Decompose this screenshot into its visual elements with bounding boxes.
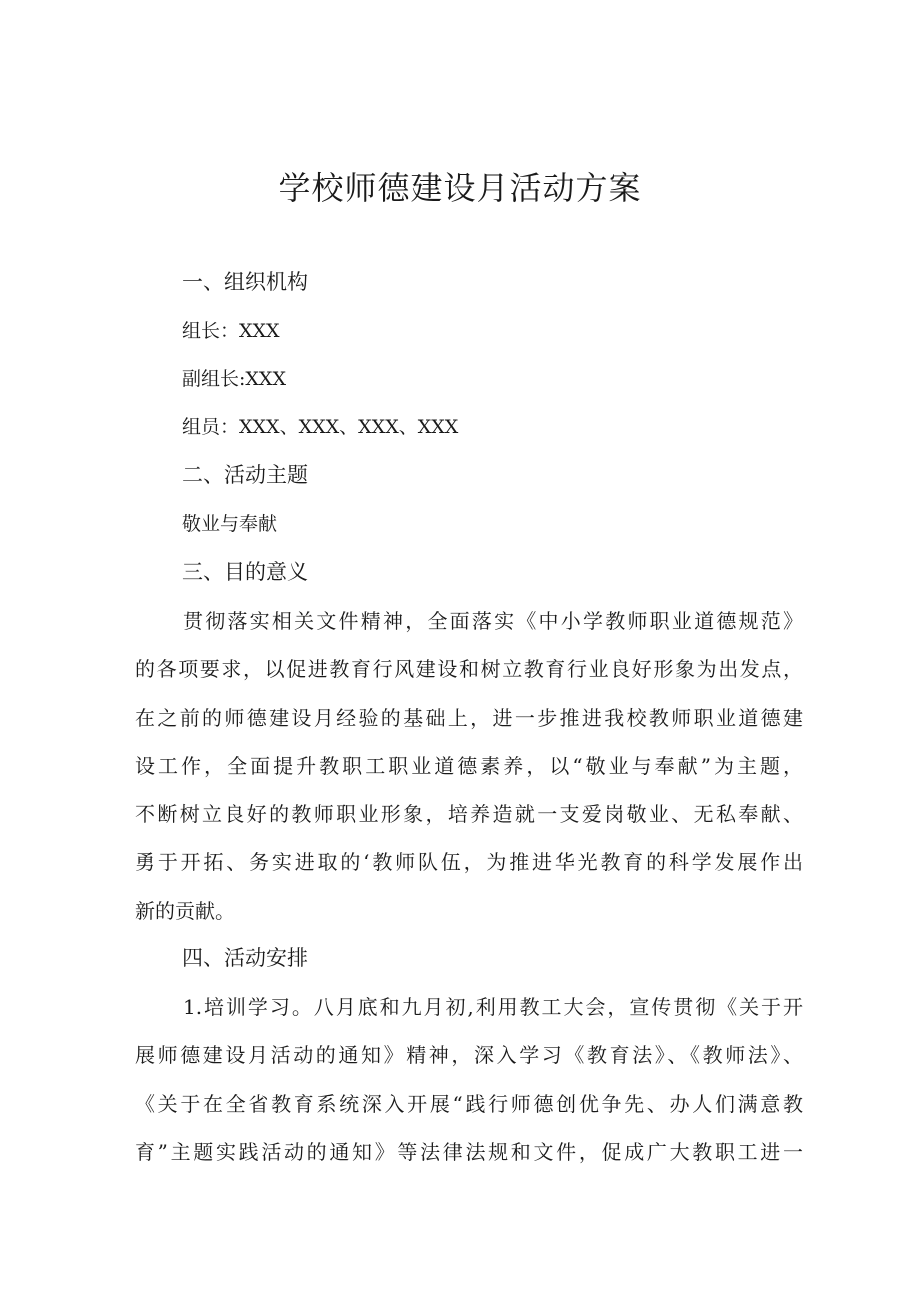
- purpose-line: 勇于开拓、务实进取的‘教师队伍，为推进华光教育的科学发展作出: [135, 850, 803, 875]
- purpose-line: 新的贡献。: [135, 898, 235, 923]
- section-heading-arrangement: 四、活动安排: [182, 946, 308, 970]
- members-line: 组员：XXX、XXX、XXX、XXX: [182, 416, 459, 438]
- arrangement-paragraph: [135, 983, 803, 1176]
- arrangement-line: 1.培训学习。八月底和九月初,利用教工大会，宣传贯彻《关于开: [183, 995, 803, 1019]
- arrangement-line: 育”主题实践活动的通知》等法律法规和文件，促成广大教职工进一: [135, 1139, 803, 1164]
- leader-line: 组长：XXX: [182, 320, 280, 342]
- deputy-leader-line: 副组长:XXX: [182, 368, 286, 390]
- purpose-line: 的各项要求，以促进教育行风建设和树立教育行业良好形象为出发点，: [135, 657, 803, 682]
- purpose-line: 不断树立良好的教师职业形象，培养造就一支爱岗敬业、无私奉献、: [135, 802, 803, 827]
- section-heading-theme: 二、活动主题: [182, 463, 308, 487]
- purpose-line: 设工作，全面提升教职工职业道德素养，以“敬业与奉献”为主题，: [135, 753, 803, 778]
- section-heading-organization: 一、组织机构: [182, 270, 308, 294]
- section-heading-purpose: 三、目的意义: [182, 560, 308, 584]
- theme-text: 敬业与奉献: [182, 513, 278, 535]
- arrangement-line: 展师德建设月活动的通知》精神，深入学习《教育法》、《教师法》、: [135, 1043, 803, 1068]
- arrangement-line: 《关于在全省教育系统深入开展“践行师德创优争先、办人们满意教: [135, 1091, 803, 1116]
- document-title: 学校师德建设月活动方案: [278, 169, 642, 207]
- purpose-line: 在之前的师德建设月经验的基础上，进一步推进我校教师职业道德建: [135, 705, 803, 730]
- purpose-line: 贯彻落实相关文件精神，全面落实《中小学教师职业道德规范》: [183, 609, 803, 633]
- purpose-paragraph: [135, 597, 803, 935]
